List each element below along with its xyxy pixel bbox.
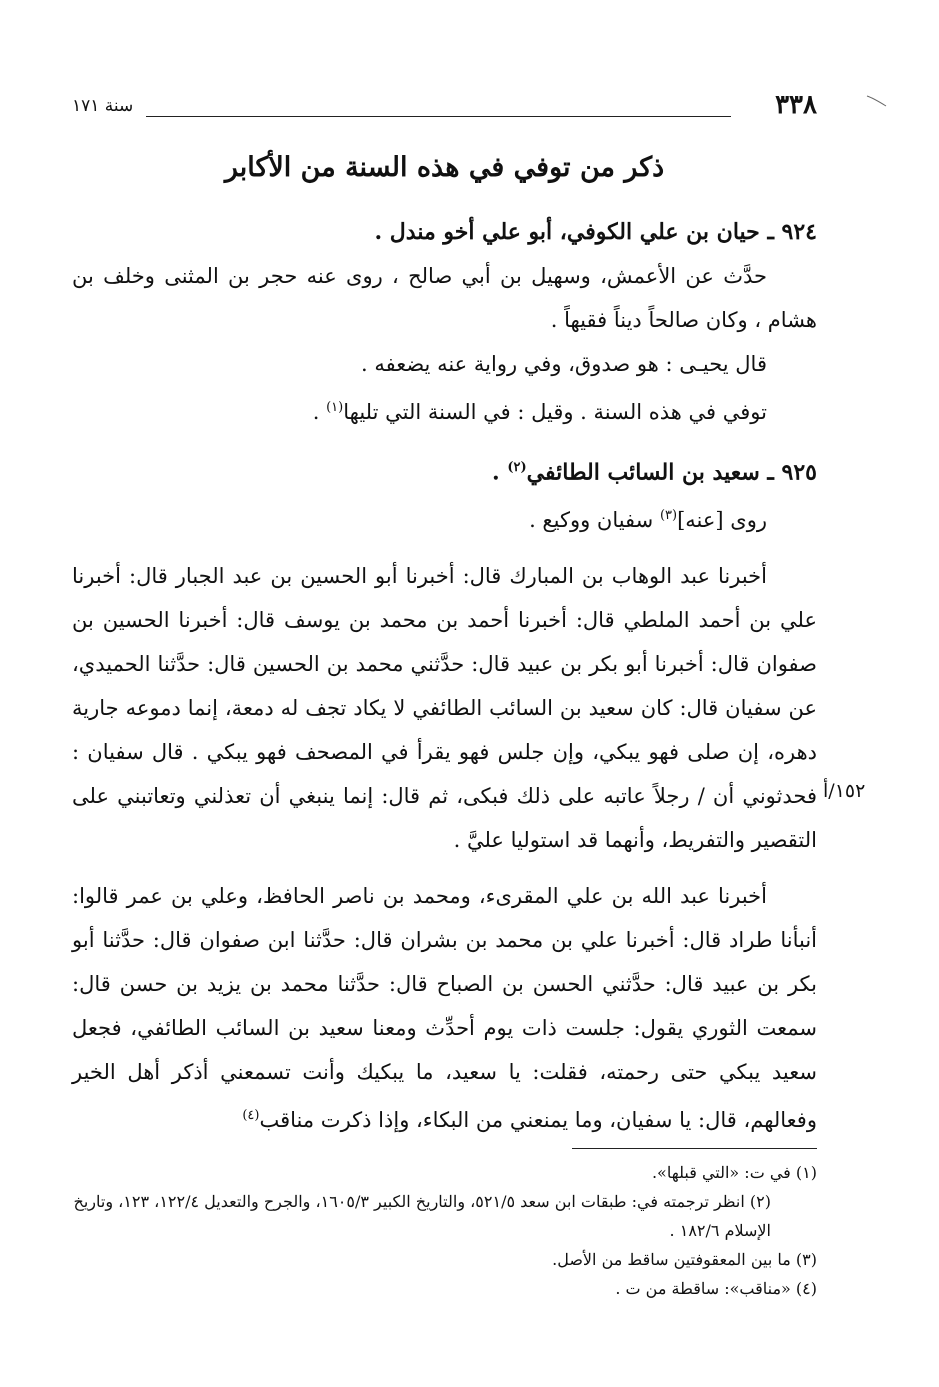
entry-924-p3-end: .	[312, 400, 327, 424]
footnote-4: (٤) «مناقب»: ساقطة من ت .	[615, 1279, 817, 1298]
main-text	[72, 210, 817, 1142]
footnote-rule	[572, 1148, 817, 1149]
entry-924-p3-text: توفي في هذه السنة . وقيل : في السنة التي تليها	[343, 400, 767, 424]
entry-925-paragraph-1	[72, 494, 817, 542]
running-title: سنة ١٧١	[72, 96, 134, 116]
entry-heading-924: ٩٢٤ ـ حيان بن علي الكوفي، أبو علي أخو مندل .	[374, 219, 817, 245]
entry-925-paragraph-2: أخبرنا عبد الوهاب بن المبارك قال: أخبرنا أبو الحسين بن عبد الجبار قال: أخبرنا علي بن أحمد الملطي قال: أخبرنا أحمد بن محمد بن يوسف قال: أخبرنا الحسين بن صفوان قال: أخبرنا أبو بكر بن عبيد قال: حدَّثني محمد بن الحسين قال: حدَّثنا الحميدي، عن سفيان قال: كان سعيد بن السائب الطائفي لا يكاد تجف له دمعة، إنما دموعه جارية دهره، إن صلى فهو يبكي، وإن جلس فهو يقرأ في المصحف فهو يبكي . قال سفيان : فحدثوني أن / رجلاً عاتبه على ذلك فبكى، ثم قال: إنما ينبغي أن تعذلني وتعاتبني على التقصير والتفريط، وأنهما قد استوليا عليَّ .	[72, 564, 817, 853]
footnotes	[72, 1158, 817, 1303]
footnote-ref-3[interactable]: (٣)	[659, 508, 678, 524]
page-number: ٣٣٨	[775, 90, 817, 120]
entry-925-heading-end: .	[492, 459, 508, 486]
footnote-ref-4[interactable]: (٤)	[242, 1108, 260, 1124]
entry-924-paragraph-1: حدَّث عن الأعمش، وسهيل بن أبي صالح ، روى عنه حجر بن المثنى وخلف بن هشام ، وكان صالحاً ديناً فقيهاً .	[72, 264, 817, 332]
page-header	[72, 90, 817, 128]
footnote-3: (٣) ما بين المعقوفتين ساقط من الأصل.	[552, 1250, 817, 1269]
entry-925-paragraph-3	[72, 874, 817, 1142]
footnote-ref-2[interactable]: (٢)	[507, 460, 527, 475]
manuscript-folio-note: ١٥٢/أ	[823, 780, 866, 802]
footnote-2: (٢) انظر ترجمته في: طبقات ابن سعد ٥٢١/٥، والتاريخ الكبير ١٦٠٥/٣، والجرح والتعديل ١٢٢/٤، ١٢٣، وتاريخ الإسلام ١٨٢/٦ .	[73, 1192, 771, 1240]
entry-924-paragraph-2: قال يحيـى : هو صدوق، وفي رواية عنه يضعفه .	[360, 352, 767, 376]
entry-925-p1-end: سفيان ووكيع .	[529, 508, 660, 533]
entry-925-p1-text: روى [عنه]	[677, 508, 767, 533]
entry-924-paragraph-3	[72, 386, 817, 434]
footnote-ref-1[interactable]: (١)	[326, 400, 344, 415]
entry-925-heading-text: ٩٢٥ ـ سعيد بن السائب الطائفي	[526, 459, 817, 486]
header-rule	[146, 116, 731, 117]
corner-mark-icon	[866, 94, 888, 108]
section-title: ذكر من توفي في هذه السنة من الأكابر	[224, 152, 665, 183]
footnote-1: (١) في ت: «التي قبلها».	[651, 1163, 817, 1182]
entry-heading-925	[72, 446, 817, 494]
entry-925-p3-text: أخبرنا عبد الله بن علي المقرىء، ومحمد بن ناصر الحافظ، وعلي بن عمر قالوا: أنبأنا طراد قال: أخبرنا علي بن محمد بن بشران قال: حدَّثنا ابن صفوان قال: حدَّثنا أبو بكر بن عبيد قال: حدَّثني الحسن بن الصباح قال: حدَّثنا محمد بن يزيد بن حسن قال: سمعت الثوري يقول: جلست ذات يوم أحدِّث ومعنا سعيد بن السائب الطائفي، فجعل سعيد يبكي حتى رحمته، فقلت: يا سعيد، ما يبكيك وأنت تسمعني أذكر أهل الخير وفعالهم، قال: يا سفيان، وما يمنعني من البكاء، وإذا ذكرت مناقب	[72, 884, 817, 1133]
